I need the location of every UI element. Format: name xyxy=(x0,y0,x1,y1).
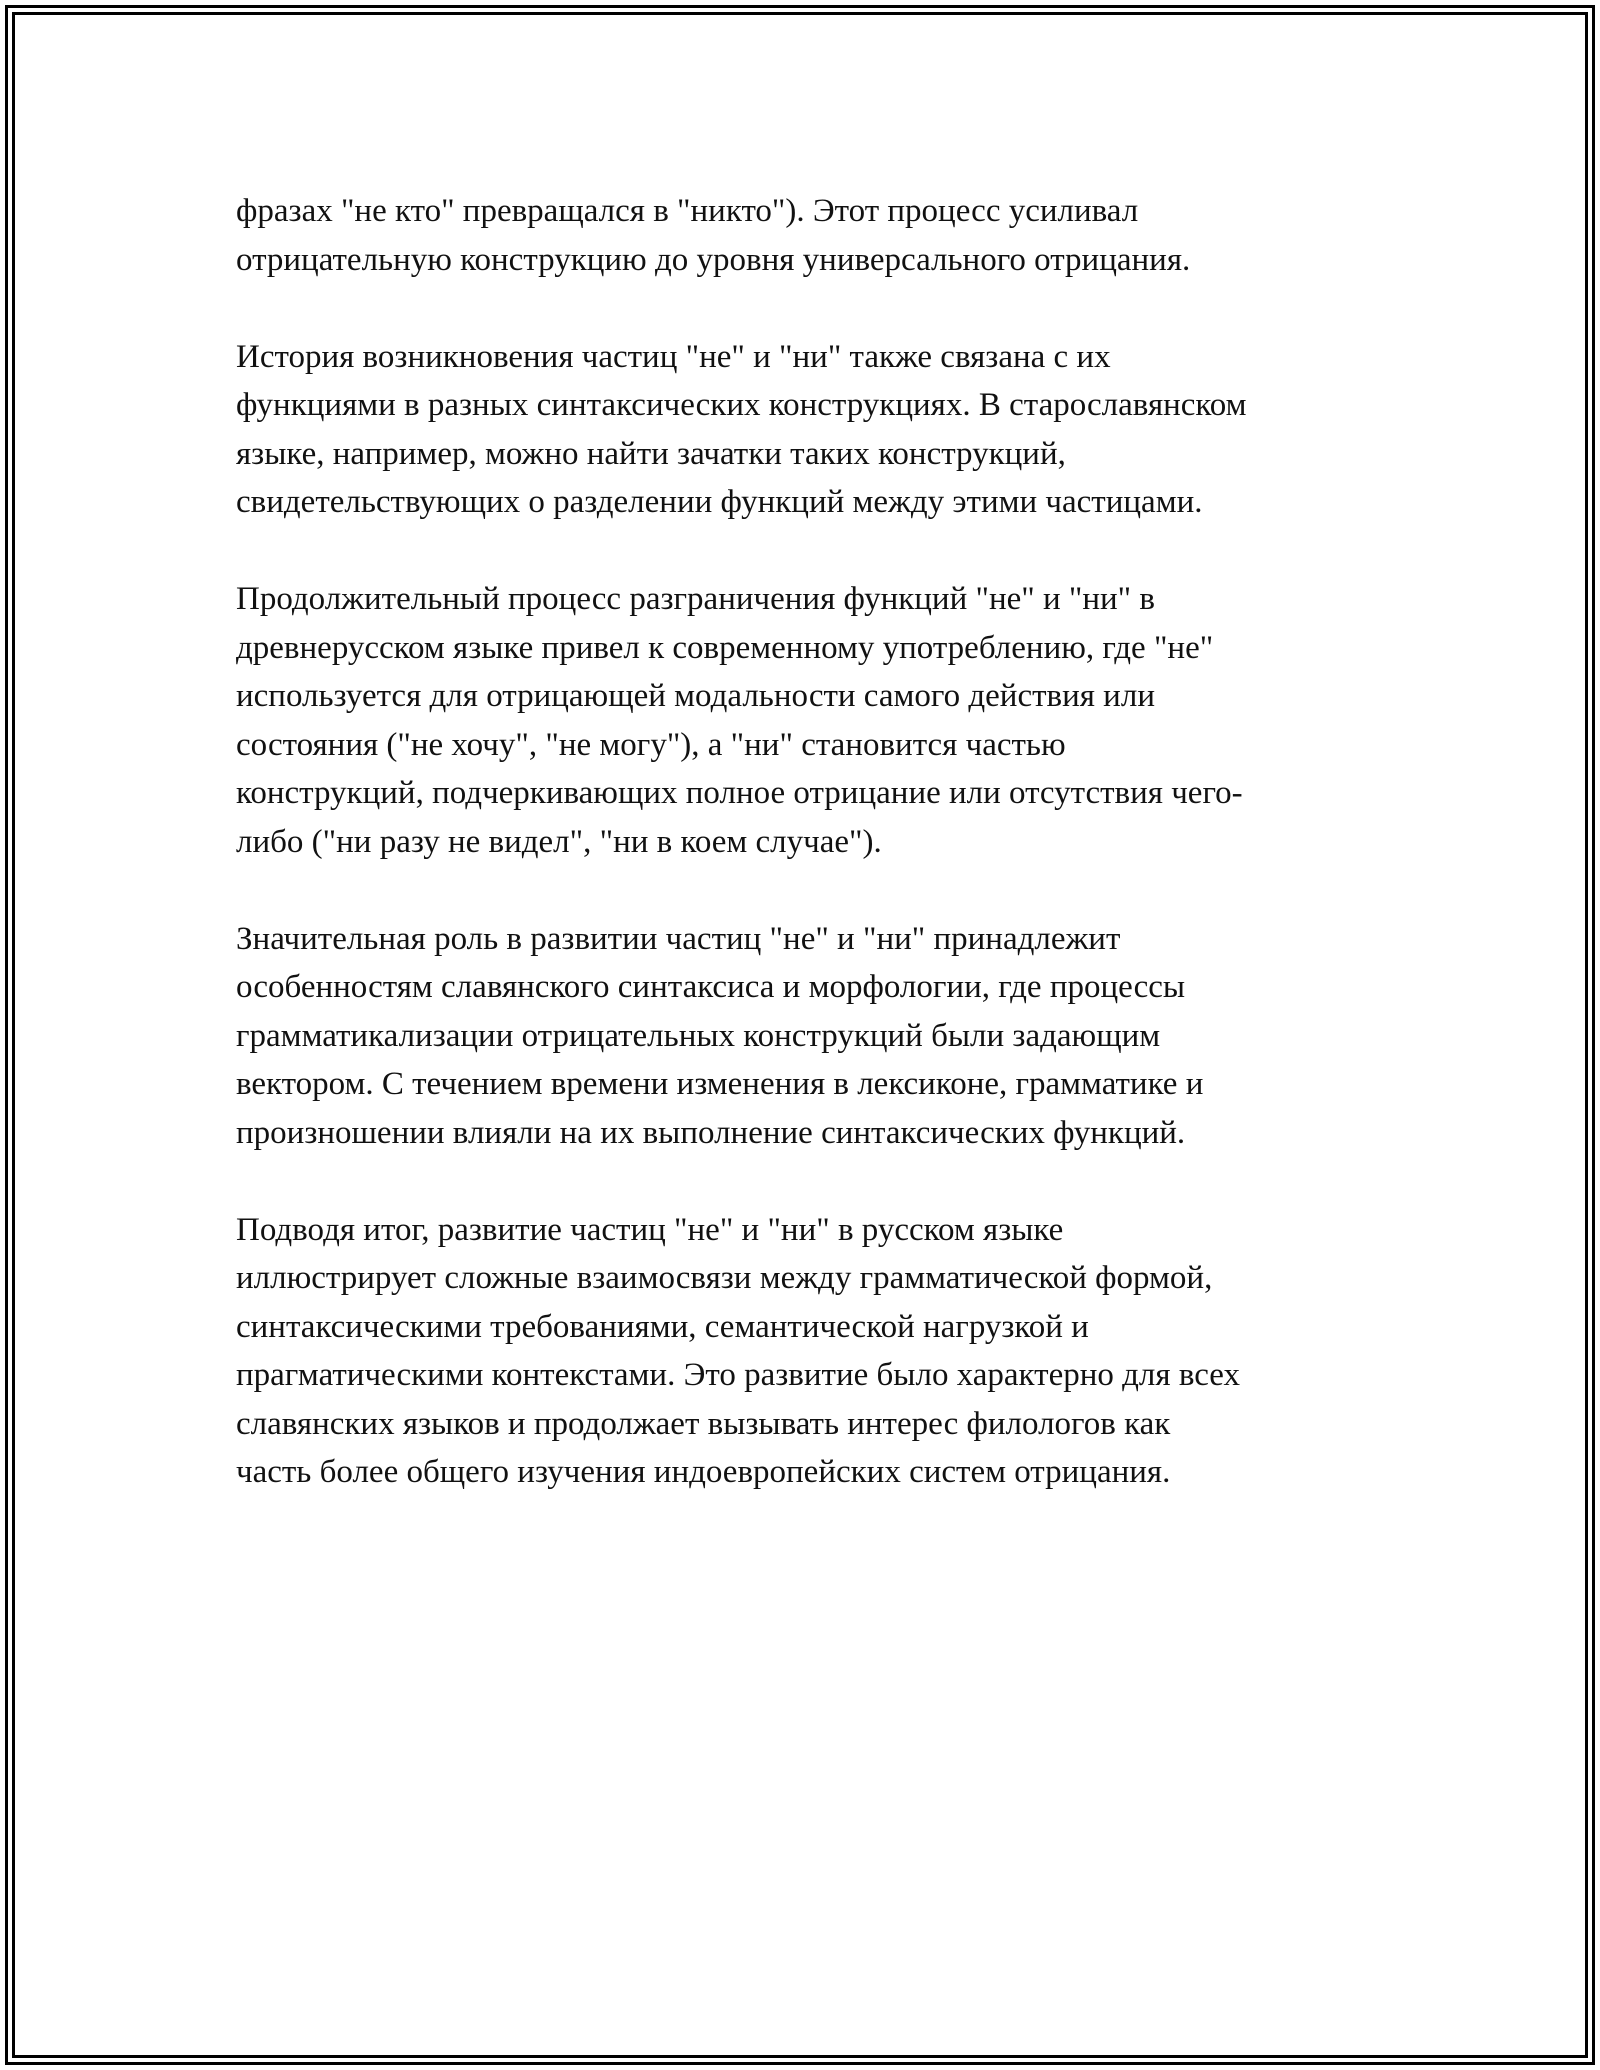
paragraph xyxy=(236,1206,1376,1497)
text-line: История возникновения частиц "не" и "ни" также связана с их xyxy=(236,338,1111,375)
text-line: Подводя итог, развитие частиц "не" и "ни" в русском языке xyxy=(236,1211,1064,1248)
text-line: либо ("ни разу не видел", "ни в коем случае"). xyxy=(236,823,882,860)
paragraph xyxy=(236,187,1376,284)
paragraph xyxy=(236,575,1376,866)
paragraph xyxy=(236,333,1376,527)
text-line: вектором. С течением времени изменения в лексиконе, грамматике и xyxy=(236,1066,1204,1102)
text-line: фразах "не кто" превращался в "никто"). Этот процесс усиливал xyxy=(236,193,1139,229)
text-line: синтаксическими требованиями, семантической нагрузкой и xyxy=(236,1308,1089,1345)
text-line: иллюстрирует сложные взаимосвязи между грамматической формой, xyxy=(236,1260,1213,1296)
text-line: отрицательную конструкцию до уровня универсального отрицания. xyxy=(236,241,1191,278)
text-line: конструкций, подчеркивающих полное отрицание или отсутствия чего- xyxy=(236,775,1243,811)
text-line: Продолжительный процесс разграничения функций "не" и "ни" в xyxy=(236,581,1155,617)
text-line: произношении влияли на их выполнение синтаксических функций. xyxy=(236,1114,1186,1151)
text-line: Значительная роль в развитии частиц "не" и "ни" принадлежит xyxy=(236,920,1121,957)
text-line: славянских языков и продолжает вызывать интерес филологов как xyxy=(236,1405,1171,1442)
paragraph xyxy=(236,915,1376,1158)
text-line: особенностям славянского синтаксиса и морфологии, где процессы xyxy=(236,969,1186,1005)
text-line: свидетельствующих о разделении функций между этими частицами. xyxy=(236,484,1203,520)
text-line: прагматическими контекстами. Это развитие было характерно для всех xyxy=(236,1357,1240,1393)
text-line: языке, например, можно найти зачатки таких конструкций, xyxy=(236,435,1066,472)
text-line: часть более общего изучения индоевропейских систем отрицания. xyxy=(236,1454,1171,1490)
text-line: используется для отрицающей модальности самого действия или xyxy=(236,678,1155,714)
text-line: функциями в разных синтаксических конструкциях. В старославянском xyxy=(236,387,1247,423)
text-line: древнерусском языке привел к современному употреблению, где "не" xyxy=(236,629,1214,666)
text-line: состояния ("не хочу", "не могу"), а "ни" становится частью xyxy=(236,726,1066,763)
document-body xyxy=(236,187,1376,1545)
text-line: грамматикализации отрицательных конструкций были задающим xyxy=(236,1017,1161,1054)
